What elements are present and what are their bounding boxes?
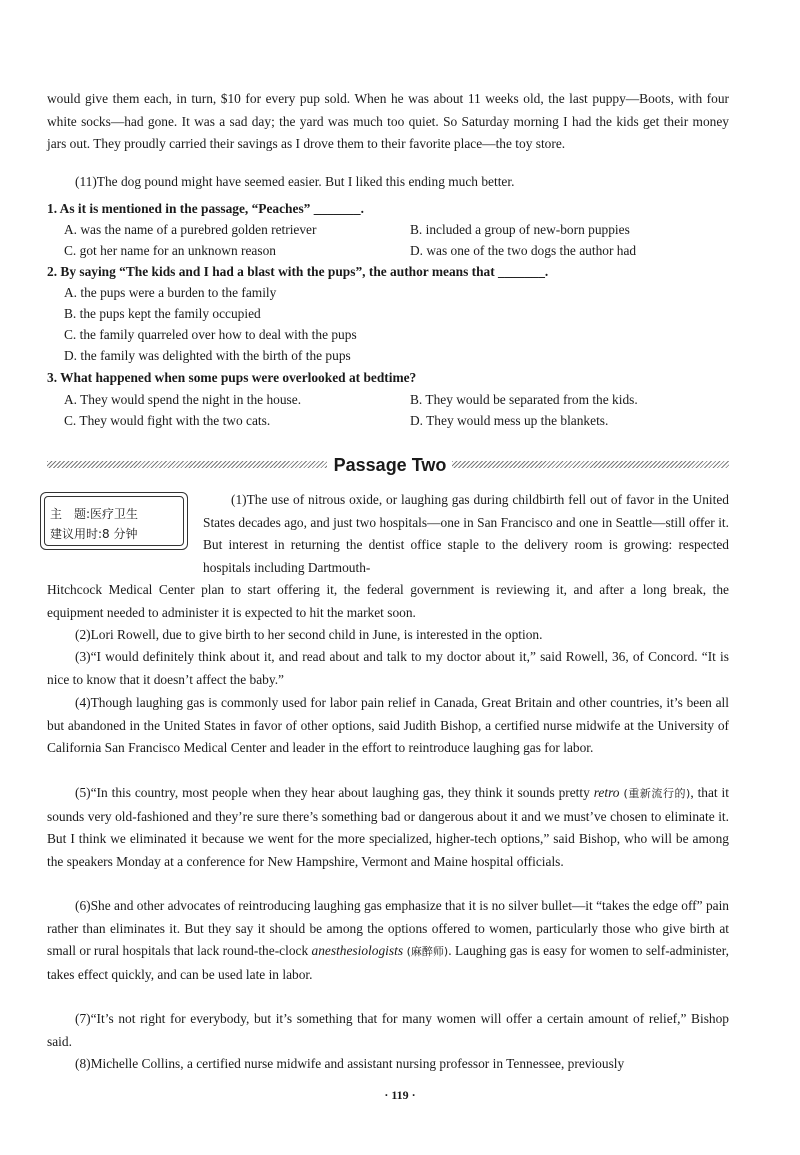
question-2-option-b[interactable]: B. the pups kept the family occupied [64,306,261,321]
passage-two-paragraph-2: (2)Lori Rowell, due to give birth to her second child in June, is interested in the option. [75,627,543,642]
question-3-option-c[interactable]: C. They would fight with the two cats. [64,413,271,428]
question-2-stem: 2. By saying “The kids and I had a blast with the pups”, the author means that _______. [47,264,549,279]
passage-two-paragraph-5: (5)“In this country, most people when they hear about laughing gas, they think it sounds pretty retro (重新流行的), that it sounds very old-fashioned and they’re sure there’s something bad or dangerous about it and we must’ve chosen to eliminate it. But I think we eliminated it because we went for the more specialized, higher-tech options,” said Bishop, who will be among the speakers Monday at a conference for New Hampshire, Vermont and Maine hospital officials. [47,785,729,869]
passage-one-paragraph-11: (11)The dog pound might have seemed easier. But I liked this ending much better. [75,174,515,189]
term-anesthesiologists: anesthesiologists [311,943,404,959]
passage-two-paragraph-6: (6)She and other advocates of reintroducing laughing gas emphasize that it is no silver bullet—it “takes the edge off” pain rather than eliminates it. But they say it should be among the options offered to women, particularly those who give birth at small or rural hospitals that lack round-the-clock anesthesiologists (麻醉师). Laughing gas is easy for women to self-administer, takes effect quickly, and can be used late in labor. [47,898,729,982]
question-3-stem: 3. What happened when some pups were overlooked at bedtime? [47,370,417,385]
topic-label: 主 题:医疗卫生 [50,507,139,521]
passage-two-paragraph-7: (7)“It’s not right for everybody, but it’s something that for many women will offer a certain amount of relief,” Bishop said. [47,1011,729,1049]
passage-two-paragraph-1-continued: Hitchcock Medical Center plan to start offering it, the federal government is reviewing it, and after a long break, the equipment needed to administer it is expected to hit the market soon. [47,582,729,620]
question-1-stem: 1. As it is mentioned in the passage, “Peaches” _______. [47,201,364,216]
question-3-option-b[interactable]: B. They would be separated from the kids. [410,392,638,407]
gloss-anesthesiologists: (麻醉师) [403,945,449,959]
question-1-option-a[interactable]: A. was the name of a purebred golden retriever [64,222,317,237]
question-3-option-d[interactable]: D. They would mess up the blankets. [410,413,609,428]
passage-two-paragraph-8: (8)Michelle Collins, a certified nurse midwife and assistant nursing professor in Tennessee, previously [75,1056,625,1071]
question-1-option-d[interactable]: D. was one of the two dogs the author had [410,243,637,258]
suggested-time-label: 建议用时:8 分钟 [50,527,138,541]
question-1-option-c[interactable]: C. got her name for an unknown reason [64,243,276,258]
question-2-option-d[interactable]: D. the family was delighted with the birth of the pups [64,348,351,363]
question-3-option-a[interactable]: A. They would spend the night in the house. [64,392,302,407]
question-1-option-b[interactable]: B. included a group of new-born puppies [410,222,630,237]
passage-two-paragraph-4: (4)Though laughing gas is commonly used for labor pain relief in Canada, Great Britain and other countries, it’s been all but abandoned in the United States in favor of other options, said Judith Bishop, a certified nurse midwife at the University of California San Francisco Medical Center and leader in the effort to reintroduce laughing gas for labor. [47,695,729,756]
question-2-option-a[interactable]: A. the pups were a burden to the family [64,285,277,300]
hatch-divider-right [452,461,729,468]
passage-two-paragraph-1-wrapped: (1)The use of nitrous oxide, or laughing gas during childbirth fell out of favor in the United States decades ago, and just two hospitals—one in San Francisco and one in Seattle—still offer it. But interest in returning the dentist office staple to the delivery room is growing: respected hospitals including Dartmouth- [203,492,729,575]
page-number: · 119 · [384,1088,416,1102]
passage-one-paragraph-continued: would give them each, in turn, $10 for every pup sold. When he was about 11 weeks old, the last puppy—Boots, with four white socks—had gone. It was a sad day; the yard was much too quiet. So Saturday morning I had the kids get their money jars out. They proudly carried their savings as I drove them to their favorite place—the toy store. [47,91,729,152]
passage-two-title: Passage Two [333,455,447,475]
gloss-retro: (重新流行的) [619,787,691,800]
term-retro: retro [593,785,620,800]
hatch-divider-left [47,461,327,468]
topic-info-box [40,492,188,550]
question-2-option-c[interactable]: C. the family quarreled over how to deal with the pups [64,327,357,342]
passage-two-paragraph-3: (3)“I would definitely think about it, and read about and talk to my doctor about it,” said Rowell, 36, of Concord. “It is nice to know that it doesn’t affect the baby.” [47,649,729,687]
